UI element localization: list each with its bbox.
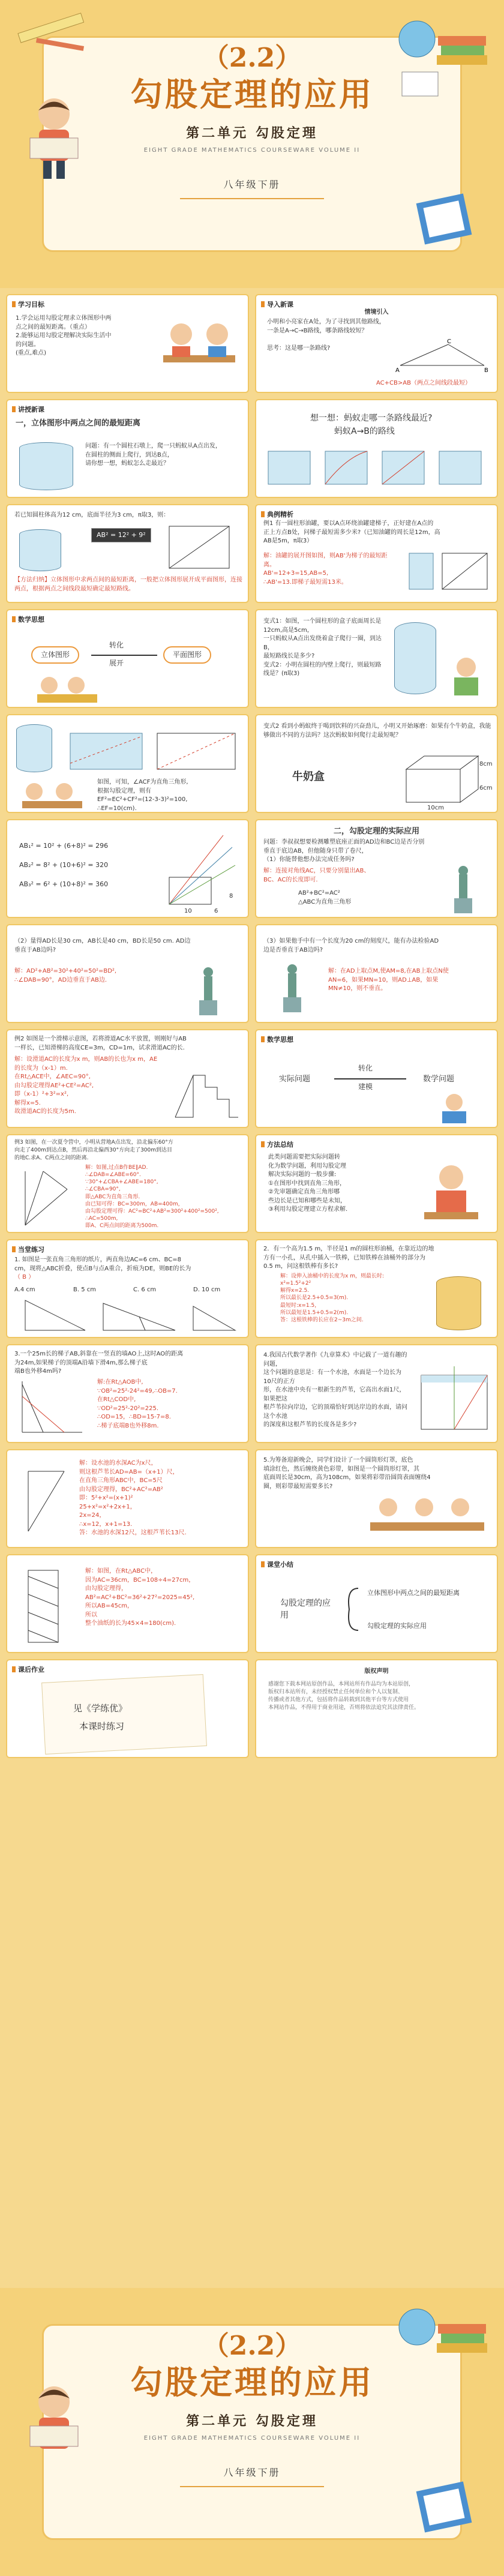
cover-grade: 八年级下册 <box>223 2467 281 2478</box>
answer-line-5: 所以AB=45cm， <box>85 1603 134 1609</box>
goal-line-4: 的问题。 <box>16 341 40 348</box>
concept-transform: 转化 <box>109 641 124 649</box>
conclusion-1: AB²+BC²=AC² <box>298 890 340 896</box>
practice-line-3: 端B也外移4m吗? <box>14 1368 62 1375</box>
question-line-1: （3）如果他手中有一个长度为20 cm的刻度尺，能有办法检验AD <box>263 938 439 944</box>
path-formula-1: AB₁² = 10² + (6+8)² = 296 <box>19 842 109 850</box>
answer-line-3: 解得x=2.5. <box>280 1288 310 1294</box>
slide-homework <box>6 1659 249 1758</box>
cover-divider <box>180 198 324 199</box>
answer-line-3: 在Rt△ACE中，∠AEC=90°, <box>14 1073 91 1080</box>
practice-line-2: 为24m,如果梯子的顶端A沿墙下滑4m,那么梯子底 <box>14 1359 148 1366</box>
cylinder-paths-diagram <box>265 445 493 493</box>
slide-practical-application <box>255 819 498 918</box>
answer-line-4: 所以最长是2.5+0.5=3(m). <box>280 1295 349 1302</box>
answer-line-6: 由已知可得：BC=300m，AB=400m， <box>85 1201 184 1207</box>
option-c: C. 6 cm <box>133 1286 157 1293</box>
problem-line-1: 问题：李叔叔想要检测雕塑底座正面的AD边和BC边是否分别 <box>263 839 425 845</box>
slide-heading: 数学思想 <box>261 1035 293 1045</box>
answer-line-2: 因为AC=36cm，BC=108÷4=27cm， <box>85 1576 195 1584</box>
kid-studying-illustration <box>412 1159 490 1225</box>
example-line-3: 的地C.求A、C两点之间的距离. <box>14 1155 89 1162</box>
answer-line-3: MN≠10，则不垂直。 <box>328 985 387 992</box>
concept-transform: 转化 <box>358 1064 373 1072</box>
slide-learning-goals <box>6 294 249 393</box>
slide-heading: 课后作业 <box>12 1665 44 1675</box>
slide-milk-box <box>255 714 498 813</box>
slide-heading: 讲授新课 <box>12 405 44 415</box>
answer-line-7: 整个油纸的长为45×4=180(cm). <box>85 1620 176 1627</box>
scenario-text <box>267 318 489 335</box>
answer-line-1: 解：如图，在Rt△ABC中， <box>85 1568 157 1575</box>
slide-heading: 课堂小结 <box>261 1560 293 1570</box>
answer-line-3: ∴AB'=13.即梯子最短需13米。 <box>263 578 347 586</box>
slide-heading: 导入新课 <box>261 300 293 310</box>
practice-line-3: 0.5 m，问这根铁棒有多长? <box>263 1263 338 1270</box>
question-line-2: 边是否垂直于AB边吗? <box>263 946 323 953</box>
cover-subtitle: 第二单元 勾股定理 <box>186 2414 318 2429</box>
answer-line-5: 最短时:x=1.5， <box>280 1302 320 1309</box>
concept-plane: 平面图形 <box>163 646 211 664</box>
problem-line-2: 在圆柱的侧面上爬行，到达B点， <box>85 451 173 458</box>
path-label: 蚂蚁A→B的路线 <box>334 427 395 436</box>
answer-line-5: ∴OD=15，∴BD=15-7=8. <box>97 1414 171 1420</box>
think-question: 想一想：蚂蚁走哪一条路线最近? <box>310 413 433 423</box>
example-line-1: 例1 有一圆柱形油罐，要以A点环绕油罐建梯子，正好建在A点的 <box>263 520 434 527</box>
slide-box-paths <box>6 819 249 918</box>
example-answer <box>85 1164 247 1229</box>
example-text <box>14 1139 245 1162</box>
answer-line-4: ∵OD²=25²-20²=225. <box>97 1405 159 1412</box>
reed-triangle-diagram <box>16 1465 70 1537</box>
answer-line-6: 解得x=5. <box>14 1099 41 1106</box>
scenario-line-2: 一条是A→C→B路线，哪条路线较短？ <box>267 327 368 334</box>
summary-line-7: ③利用勾股定理建立方程求解. <box>268 1206 348 1213</box>
slide-cylinder-calc <box>6 504 249 603</box>
blue-notebook-illustration <box>408 186 480 258</box>
problem-line-2: 垂直于底边AB，但他随身只带了卷尺， <box>263 847 368 854</box>
think-question: 思考：这是哪一条路线? <box>267 345 331 352</box>
practice-text <box>14 1256 245 1282</box>
problem-text <box>263 838 491 865</box>
slide-variant-1 <box>255 609 498 708</box>
boy-with-book-illustration <box>12 90 96 186</box>
answer-line-2: AN=6，如果MN=10，则AD⊥AB，如果 <box>328 976 439 983</box>
slide-practice-3 <box>6 1344 249 1443</box>
practice-text <box>14 1350 245 1377</box>
answer-line-7: 2x=24， <box>79 1512 106 1519</box>
answer-line-1: 解：设滑道AC的长度为x m，则AB的长也为x m，AE <box>14 1056 158 1063</box>
practice-line-1: 1. 如图是一张直角三角形的纸片，两直角边AC=6 cm、BC=8 <box>14 1256 181 1263</box>
answer-line-3: ∵30°+∠CBA+∠ABE=180°, <box>85 1179 158 1186</box>
svg-text:A: A <box>395 367 400 374</box>
blue-notebook-illustration <box>408 2474 480 2546</box>
practice-line-1: 4.我国古代数学著作《九章算术》中记载了一道有趣的问题， <box>263 1352 407 1368</box>
practice-line-5: 的深度和这根芦苇的长度各是多少? <box>263 1422 357 1428</box>
len-8: 8 <box>229 893 233 899</box>
reed-pool-diagram <box>415 1357 493 1435</box>
practice-line-4: 圈，则彩带最短需要多长? <box>263 1483 333 1490</box>
practice-answer <box>280 1273 430 1324</box>
cover-bottom <box>0 2288 504 2576</box>
kids-reading-illustration <box>442 652 490 700</box>
answer-line-3: 在Rt△COD中, <box>97 1396 136 1403</box>
practice-line-2: 填涂红色，然后缠绕黄色彩带，如图是一个圆筒形灯罩，其 <box>263 1465 419 1473</box>
practice-line-1: 2．有一个高为1.5 m，半径是1 m的圆柱形油桶，在靠近边的地 <box>263 1246 434 1252</box>
inequality-formula <box>376 379 471 388</box>
answer-line-7: 答：这根铁棒的长应在2~3m之间. <box>280 1317 364 1323</box>
question-text <box>14 937 242 955</box>
variant-text <box>263 617 383 679</box>
practice-line-4: 根芦苇拉向岸边，它的顶端恰好到达岸边的水面，请问这个水池 <box>263 1404 407 1420</box>
answer-line-1: 解：在AD上取点M,使AM=8,在AB上取点N使 <box>328 968 449 974</box>
option-a: A.4 cm <box>14 1286 35 1293</box>
students-at-desk-illustration <box>157 313 241 385</box>
slide-math-thinking-1 <box>6 609 249 708</box>
milk-question: 变式2 看到小蚂蚁终于喝到饮料的兴奋劲儿，小明又开始琢磨：如果有个牛奶盒，我能够做出不同的方法吗？这次蚂蚁如何爬行走最短呢？ <box>263 723 491 739</box>
slide-practice-5 <box>255 1449 498 1548</box>
goal-line-2: 点之间的最短距离。（重点） <box>16 323 91 331</box>
practice-answer: （ B ） <box>14 1274 35 1280</box>
summary-line-4: ①在图形中找到直角三角形， <box>268 1180 346 1187</box>
cylinder-figure <box>16 724 52 772</box>
summary-line-6: 些边长是已知和哪些是未知， <box>268 1197 346 1204</box>
slide-heading: 当堂练习 <box>12 1245 44 1255</box>
slide-method-summary <box>255 1134 498 1233</box>
answer-line-4: 由勾股定理得AE²+CE²=AC², <box>14 1082 94 1089</box>
answer-line-2: 的长度为（x-1）m. <box>14 1064 68 1072</box>
answer-line-9: 答：水池的水深12尺，这根芦苇长13尺. <box>79 1530 187 1536</box>
answer-line-9: 即A、C两点间的距离为500m. <box>85 1223 159 1229</box>
example-line-1: 例2 如图是一个滑梯示意图，若将滑道AC水平放置，则刚好与AB <box>14 1036 187 1042</box>
answer-line-7: 由勾股定理可得：AC²=BC²+AB²=300²+400²=500², <box>85 1208 219 1214</box>
answer-text <box>14 967 158 985</box>
slide-example-2 <box>6 1029 249 1128</box>
slide-heading: 方法总结 <box>261 1140 293 1150</box>
slide-practice-1 <box>6 1239 249 1338</box>
slide-practice-4 <box>255 1344 498 1443</box>
slide-example-1 <box>255 504 498 603</box>
answer-line-5: 即△ABC为直角三角形. <box>85 1193 140 1200</box>
answer-line-2: ∴∠DAB=∠ABE=60°. <box>85 1172 141 1178</box>
example-text <box>14 1035 242 1052</box>
dim-3: 10cm <box>427 805 444 811</box>
copyright-line-4: 本网站作品，不得用于商业用途，否则将依法追究其法律责任。 <box>268 1705 420 1711</box>
unfolded-rectangle-diagram <box>163 523 235 574</box>
arrow <box>334 1078 406 1079</box>
cylinder-figure <box>19 442 73 490</box>
conclusion-2: △ABC为直角三角形 <box>298 898 352 905</box>
ruler-pencils-illustration <box>12 6 96 60</box>
answer-line-4: AB²=AC²+BC²=36²+27²=2025=45², <box>85 1594 195 1601</box>
scenario-title: 情境引入 <box>364 309 389 316</box>
answer-line-1: 解：AD²+AB²=30²+40²=50²=BD², <box>14 968 117 974</box>
homework-line-2: 本课时练习 <box>79 1721 125 1732</box>
given-text: 若已知圆柱体高为12 cm，底面半径为3 cm，π取3，则： <box>14 512 170 518</box>
triangle-fold-diagrams <box>19 1297 241 1336</box>
answer-line-6: 所以最短是1.5+0.5=2(m). <box>280 1309 349 1316</box>
cover-number: （2.2） <box>202 2331 302 2361</box>
practice-text <box>263 1351 407 1430</box>
summary-line-2: 化为数学问题，利用勾股定理 <box>268 1162 346 1169</box>
goal-text <box>16 314 148 358</box>
arrow <box>91 655 157 656</box>
copyright-line-1: 感谢您下载本网站原创作品，本网站所有作品均为本站原创， <box>268 1681 415 1687</box>
solution-text <box>85 1567 244 1629</box>
answer-line-4: 由勾股定理得，BC²+AC²=AB² <box>79 1486 163 1493</box>
path-formula-3: AB₃² = 6² + (10+8)² = 360 <box>19 880 109 888</box>
len-10: 10 <box>184 908 192 914</box>
answer-line-5: 即（x-1）²+3²=x², <box>14 1091 69 1097</box>
cover-top <box>0 0 504 288</box>
len-6: 6 <box>214 908 218 914</box>
statue-illustration <box>436 862 490 916</box>
svg-text:C: C <box>447 338 451 345</box>
example-answer <box>263 552 395 587</box>
copyright-title: 版权声明 <box>364 1668 389 1675</box>
example-text <box>263 520 491 546</box>
cover-title: 勾股定理的应用 <box>130 75 374 113</box>
goal-line-5: (重点,难点) <box>16 350 46 356</box>
concept-unfold: 展开 <box>109 659 124 667</box>
copyright-line-2: 版权归本站所有，未经授权禁止任何单位和个人以复制、 <box>268 1689 404 1696</box>
cover-english: EIGHT GRADE MATHEMATICS COURSEWARE VOLUME II <box>143 2435 361 2442</box>
question-line-2: 垂直于AB边吗? <box>14 946 56 953</box>
example-line-2: 向走了400m到达点B，然后再沿北偏西30°方向走了300m到达目 <box>14 1147 173 1154</box>
path-formula-2: AB₂² = 8² + (10+6)² = 320 <box>19 860 109 869</box>
cover-number: （2.2） <box>202 43 302 73</box>
slide-intro <box>255 294 498 393</box>
triangle-path-diagram <box>394 338 490 374</box>
tank-unfold-diagram <box>406 550 490 598</box>
dim-2: 6cm <box>479 785 493 791</box>
problem-line-3: （1）你能替他想办法完成任务吗? <box>263 856 355 863</box>
variant-line-2: 一只蚂蚁从A点出发绕着盒子爬行一圈，到达B， <box>263 635 382 651</box>
box-paths-diagram <box>151 829 241 913</box>
problem-line-3: 请你想一想，蚂蚁怎么走最近？ <box>85 460 169 467</box>
example-line-2: 正上方点B处，问梯子最短需多少米?（已知油罐的周长是12m，高 <box>263 529 440 536</box>
section-title: 一，立体图形中两点之间的最短距离 <box>16 419 141 428</box>
answer-line-6: ∴梯子底端B也外移8m. <box>97 1422 159 1429</box>
concept-math: 数学问题 <box>418 1072 459 1087</box>
practice-line-2: 方有一小孔，从孔中插入一铁棒，已知铁棒在油桶外的部分为 <box>263 1254 425 1261</box>
slide-question-2 <box>6 924 249 1023</box>
formula-box: AB² = 12² + 9² <box>91 528 151 542</box>
practice-line-2: cm，现将△ABC折叠，使点B与点A重合，折痕为DE，则BE的长为 <box>14 1265 191 1272</box>
practice-line-3: 底面周长是30cm，高为108cm，如果将彩带沿圆筒表面缠绕4 <box>263 1474 431 1481</box>
problem-line-1: 问题：有一个圆柱石墩上，爬一只蚂蚁从A点出发， <box>85 443 221 449</box>
brace-icon <box>340 1585 364 1633</box>
slide-class-summary <box>255 1554 498 1653</box>
variant-line-3: 最短路线长是多少? <box>263 653 315 659</box>
ladder-diagram <box>16 1378 88 1438</box>
solution-text <box>79 1459 244 1538</box>
variant-line-4: 变式2：小明在圆柱的内壁上爬行，则最短路线是？(π取3) <box>263 661 382 677</box>
direction-diagram <box>13 1165 79 1231</box>
statue-illustration <box>268 958 316 1015</box>
formula-text: AC+CB>AB（两点之间线段最短） <box>376 380 471 386</box>
slide-heading: 数学思想 <box>12 615 44 625</box>
goal-line-3: 2.能够运用勾股定理解决实际生活中 <box>16 332 112 339</box>
cover-divider <box>180 2486 324 2487</box>
slide-question-3 <box>255 924 498 1023</box>
lamp-wrap-diagram <box>16 1564 76 1648</box>
answer-line-6: 所以 <box>85 1611 97 1618</box>
option-b: B. 5 cm <box>73 1286 96 1293</box>
slide-practice-5-solution <box>6 1554 249 1653</box>
answer-line-2: ∵OB²=25²-24²=49,∴OB=7. <box>97 1387 178 1395</box>
answer-line-1: 解:在Rt△AOB中, <box>97 1379 143 1386</box>
cover-title: 勾股定理的应用 <box>130 2363 374 2401</box>
practice-text <box>263 1245 494 1271</box>
slide-heading: 学习目标 <box>12 300 44 310</box>
kids-illustration <box>31 670 109 706</box>
kid-reading-illustration <box>424 1090 490 1126</box>
example-line-2: 一样长，已知滑梯的高度CE=3m，CD=1m，试求滑道AC的长. <box>14 1044 185 1051</box>
slide-diagram <box>169 1063 244 1123</box>
example-line-1: 例3 如图，在一次夏令营中，小明从营地A点出发，沿北偏东60°方 <box>14 1139 173 1145</box>
answer-line-5: 即：5²+x²=(x+1)² <box>79 1495 133 1501</box>
goal-line-1: 1.学会运用勾股定理求立体图形中两 <box>16 315 112 322</box>
slide-variant-solution <box>6 714 249 813</box>
answer-line-8: ∴AC=500m, <box>85 1215 118 1222</box>
concept-model: 建模 <box>358 1082 373 1091</box>
scenario-line-1: 小明和小亮家在A处，为了寻找到其他路线， <box>267 319 385 325</box>
answer-line-2: 则这根芦苇长AD=AB=（x+1）尺， <box>79 1468 179 1476</box>
solution-line-2: 根据勾股定理，则有 <box>97 787 151 794</box>
slide-practice-2 <box>255 1239 498 1338</box>
answer-line-7: 故滑道AC的长度为5m. <box>14 1108 76 1115</box>
practice-line-3: 形，在水池中央有一根新生的芦苇，它高出水面1尺，如果把这 <box>263 1387 406 1402</box>
slide-copyright <box>255 1659 498 1758</box>
example-answer <box>14 1055 164 1117</box>
answer-line-1: 解：油罐的展开图如图，则AB'为梯子的最短距离。 <box>263 553 388 568</box>
summary-text <box>268 1153 400 1214</box>
boy-with-book-illustration <box>12 2378 96 2474</box>
solution-text <box>97 778 244 813</box>
method-summary: 【方法归纳】立体图形中求两点间的最短距离，一般把立体图形展开成平面图形，连接两点，根据两点之间线段最短确定最短路线。 <box>14 577 242 592</box>
answer-text <box>263 867 407 884</box>
slide-think-path <box>255 399 498 498</box>
books-and-globe-illustration <box>390 2300 492 2390</box>
answer-line-1: 解：设伸入油桶中的长度为x m，则最长时: <box>280 1273 384 1279</box>
question-text <box>263 937 491 955</box>
unfolded-inner-path-diagram <box>67 727 241 775</box>
practice-line-1: 5.为筹备迎新晚会，同学们设计了一个圆筒形灯罩，底色 <box>263 1457 413 1464</box>
answer-line-2: BC、AC的长度即可. <box>263 876 318 883</box>
cylinder-figure <box>19 529 61 571</box>
summary-branch-2: 勾股定理的实际应用 <box>367 1622 427 1630</box>
question-line-1: （2）量得AD长是30 cm，AB长是40 cm，BD长是50 cm. AD边 <box>14 938 191 944</box>
path-formulas <box>19 841 108 889</box>
answer-text <box>328 967 490 994</box>
variant-line-1: 变式1：如图，一个圆柱形的盒子底面周长是12cm,高是5cm， <box>263 618 382 634</box>
answer-line-2: x²=1.5²+2² <box>280 1280 311 1287</box>
books-and-globe-illustration <box>390 12 492 102</box>
summary-root: 勾股定理的应用 <box>280 1599 331 1621</box>
answer-line-6: 25+x²=x²+2x+1， <box>79 1503 136 1510</box>
slide-math-thinking-2 <box>255 1029 498 1128</box>
solution-line-1: 如图，可知，∠ACF为直角三角形, <box>97 779 188 785</box>
homework-line-1: 见《学练优》 <box>73 1703 128 1714</box>
slide-heading: 典例精析 <box>261 510 293 520</box>
box-diagram <box>394 751 490 811</box>
dim-1: 8cm <box>479 761 493 767</box>
cover-grade: 八年级下册 <box>223 179 281 190</box>
answer-line-2: AB'=12+3=15,AB=5, <box>263 570 329 577</box>
oil-barrel-figure <box>436 1276 481 1330</box>
answer-line-1: 解：连接对角线AC，只要分别量出AB、 <box>263 868 370 874</box>
problem-text <box>85 442 241 469</box>
answer-line-2: ∴∠DAB=90°，AD边垂直于AB边. <box>14 976 107 983</box>
answer-line-1: 解：设水池的水深AC为x尺， <box>79 1460 157 1467</box>
cover-english: EIGHT GRADE MATHEMATICS COURSEWARE VOLUME II <box>143 147 361 154</box>
kids-illustration <box>16 778 88 811</box>
practice-line-2: 这个问题的意思是：有一个水池，水面是一个边长为10尺的正方 <box>263 1369 401 1385</box>
students-classroom-illustration <box>364 1492 490 1546</box>
concept-real: 实际问题 <box>274 1072 315 1087</box>
slide-practice-4-solution <box>6 1449 249 1548</box>
statue-illustration <box>181 961 235 1018</box>
answer-line-3: 由勾股定理得， <box>85 1585 127 1592</box>
cover-subtitle: 第二单元 勾股定理 <box>186 126 318 141</box>
answer-line-8: ∴x=12，x+1=13. <box>79 1521 133 1528</box>
practice-text <box>263 1456 494 1491</box>
summary-branch-1: 立体图形中两点之间的最短距离 <box>367 1589 460 1597</box>
summary-line-5: ②先审题确定直角三角形哪 <box>268 1189 340 1195</box>
practice-answer <box>97 1378 244 1431</box>
milk-box-label: 牛奶盒 <box>292 770 325 783</box>
solution-line-3: EF²=EC²+CF²=(12-3-3)²=100, <box>97 796 188 803</box>
example-line-3: AB是5m，π取3） <box>263 538 313 544</box>
copyright-line-3: 传播或者其他方式，包括将作品转载到其他平台等方式使用 <box>268 1697 409 1704</box>
slide-3d-shortest <box>6 399 249 498</box>
copyright-text <box>268 1681 487 1712</box>
option-d: D. 10 cm <box>193 1286 221 1293</box>
answer-line-4: ∴∠CBA=90°, <box>85 1186 121 1193</box>
svg-text:B: B <box>484 367 488 374</box>
section-title: 二，勾股定理的实际应用 <box>333 827 419 836</box>
answer-line-1: 解：如图,过点B作BE∥AD. <box>85 1165 148 1171</box>
conclusion <box>298 889 351 907</box>
solution-line-4: ∴EF=10(cm). <box>97 805 137 812</box>
concept-solid: 立体图形 <box>31 646 79 664</box>
slide-example-3 <box>6 1134 249 1233</box>
practice-line-1: 3.一个25m长的梯子AB,斜靠在一竖直的墙AO上,这时AO的距离 <box>14 1351 184 1357</box>
summary-line-3: 解决实际问题的一般步骤: <box>268 1171 337 1178</box>
cylinder-figure <box>394 622 436 694</box>
summary-line-1: 此类问题需要把实际问题转 <box>268 1154 340 1160</box>
answer-line-3: 在直角三角形ABC中，BC=5尺 <box>79 1477 163 1484</box>
